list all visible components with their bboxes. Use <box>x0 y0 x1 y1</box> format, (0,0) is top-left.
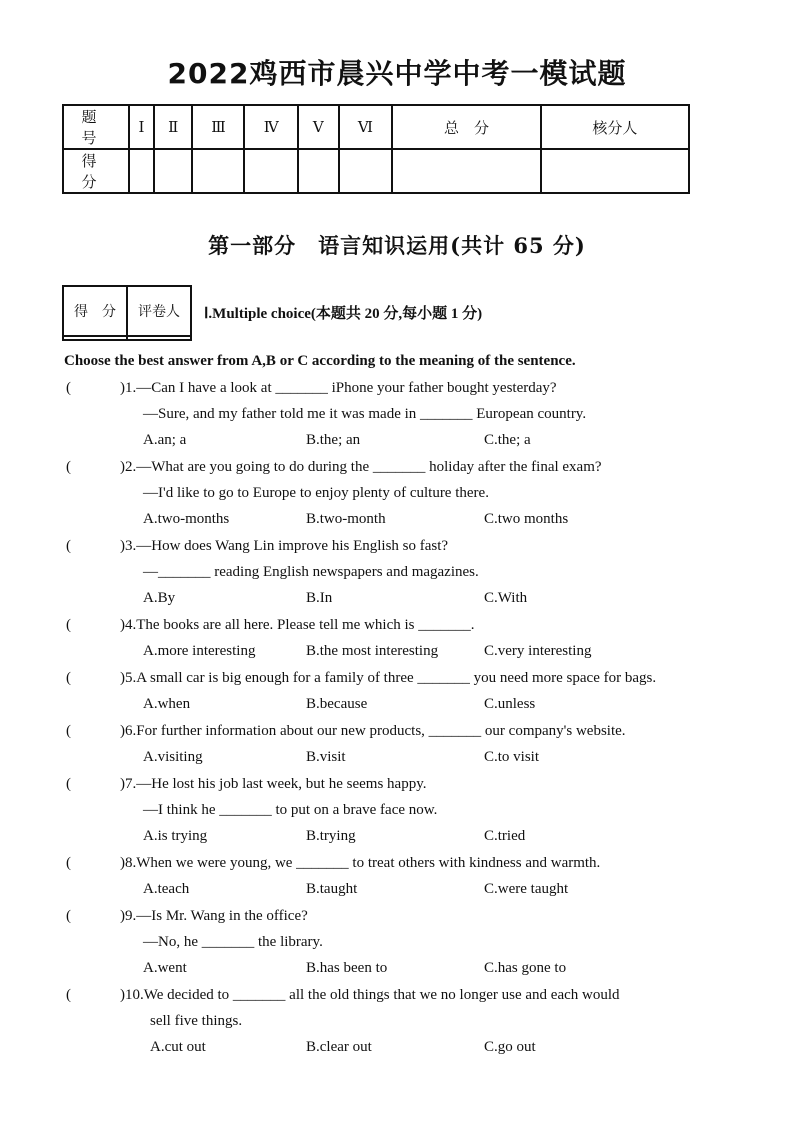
instruction: Choose the best answer from A,B or C according to the meaning of the sentence. <box>64 353 576 369</box>
question-line: —No, he _______ the library. <box>143 934 323 950</box>
question-stem: )6.For further information about our new products, _______ our company's website. <box>120 723 626 739</box>
grader-reviewer-cell[interactable] <box>127 336 191 341</box>
option-c[interactable]: C.has gone to <box>484 960 567 976</box>
option-a[interactable]: A.By <box>143 590 176 606</box>
option-b[interactable]: B.two-month <box>306 511 386 527</box>
question-line: sell five things. <box>150 1013 243 1029</box>
answer-bracket[interactable]: ( <box>66 723 71 739</box>
option-b[interactable]: B.the most interesting <box>306 643 439 659</box>
option-c[interactable]: C.tried <box>484 828 526 844</box>
question-line: —I'd like to go to Europe to enjoy plenty of culture there. <box>143 485 489 501</box>
score-input-cell[interactable] <box>541 149 689 193</box>
question-line: —Sure, and my father told me it was made in _______ European country. <box>143 406 587 422</box>
grader-reviewer-label: 评卷人 <box>127 286 191 336</box>
answer-bracket[interactable]: ( <box>66 380 71 396</box>
option-a[interactable]: A.two-months <box>143 511 230 527</box>
score-header-cell: Ⅳ <box>244 105 298 149</box>
option-b[interactable]: B.visit <box>306 749 346 765</box>
option-b[interactable]: B.the; an <box>306 432 361 448</box>
option-c[interactable]: C.were taught <box>484 881 569 897</box>
question-stem: )5.A small car is big enough for a family of three _______ you need more space for bags. <box>120 670 657 686</box>
option-b[interactable]: B.trying <box>306 828 356 844</box>
option-a[interactable]: A.when <box>143 696 191 712</box>
exam-title: 2022鸡西市晨兴中学中考一模试题 <box>167 57 627 90</box>
option-a[interactable]: A.visiting <box>143 749 203 765</box>
question-stem: )4.The books are all here. Please tell me which is _______. <box>120 617 475 633</box>
score-header-cell: Ⅰ <box>129 105 154 149</box>
question-stem: )9.—Is Mr. Wang in the office? <box>120 908 308 924</box>
option-a[interactable]: A.went <box>143 960 187 976</box>
question-stem: )8.When we were young, we _______ to treat others with kindness and warmth. <box>120 855 601 871</box>
grader-score-label: 得 分 <box>63 286 127 336</box>
answer-bracket[interactable]: ( <box>66 459 71 475</box>
section-title: Ⅰ.Multiple choice(本题共 20 分,每小题 1 分) <box>204 306 483 322</box>
answer-bracket[interactable]: ( <box>66 855 71 871</box>
score-table <box>62 104 690 194</box>
score-input-cell[interactable] <box>244 149 298 193</box>
question-line: —_______ reading English newspapers and magazines. <box>143 564 479 580</box>
grader-table <box>62 285 192 341</box>
option-a[interactable]: A.an; a <box>143 432 187 448</box>
option-c[interactable]: C.With <box>484 590 528 606</box>
question-stem: )7.—He lost his job last week, but he seems happy. <box>120 776 427 792</box>
score-header-cell: Ⅱ <box>154 105 192 149</box>
grader-score-cell[interactable] <box>63 336 127 341</box>
option-b[interactable]: B.clear out <box>306 1039 372 1055</box>
score-table-header-row <box>63 105 689 149</box>
question-stem: )3.—How does Wang Lin improve his English so fast? <box>120 538 449 554</box>
question-line: —I think he _______ to put on a brave face now. <box>143 802 438 818</box>
option-c[interactable]: C.two months <box>484 511 569 527</box>
option-a[interactable]: A.cut out <box>150 1039 206 1055</box>
score-row-label: 得 分 <box>63 149 129 193</box>
answer-bracket[interactable]: ( <box>66 670 71 686</box>
option-b[interactable]: B.has been to <box>306 960 388 976</box>
answer-bracket[interactable]: ( <box>66 617 71 633</box>
question-stem: )10.We decided to _______ all the old things that we no longer use and each would <box>120 987 620 1003</box>
question-stem: )1.—Can I have a look at _______ iPhone your father bought yesterday? <box>120 380 557 396</box>
score-table-score-row <box>63 149 689 193</box>
score-header-cell: Ⅴ <box>298 105 339 149</box>
option-b[interactable]: B.In <box>306 590 333 606</box>
option-a[interactable]: A.is trying <box>143 828 208 844</box>
option-a[interactable]: A.more interesting <box>143 643 256 659</box>
answer-bracket[interactable]: ( <box>66 538 71 554</box>
option-a[interactable]: A.teach <box>143 881 190 897</box>
option-c[interactable]: C.the; a <box>484 432 531 448</box>
option-b[interactable]: B.taught <box>306 881 358 897</box>
question-stem: )2.—What are you going to do during the _______ holiday after the final exam? <box>120 459 602 475</box>
score-input-cell[interactable] <box>192 149 244 193</box>
option-c[interactable]: C.very interesting <box>484 643 592 659</box>
option-c[interactable]: C.unless <box>484 696 536 712</box>
answer-bracket[interactable]: ( <box>66 776 71 792</box>
score-header-cell: 核分人 <box>541 105 689 149</box>
score-input-cell[interactable] <box>154 149 192 193</box>
score-input-cell[interactable] <box>298 149 339 193</box>
option-c[interactable]: C.go out <box>484 1039 536 1055</box>
score-header-cell: Ⅵ <box>339 105 393 149</box>
score-input-cell[interactable] <box>339 149 393 193</box>
answer-bracket[interactable]: ( <box>66 908 71 924</box>
answer-bracket[interactable]: ( <box>66 987 71 1003</box>
option-c[interactable]: C.to visit <box>484 749 540 765</box>
score-header-cell: 总 分 <box>392 105 540 149</box>
score-input-cell[interactable] <box>392 149 540 193</box>
option-b[interactable]: B.because <box>306 696 368 712</box>
score-header-cell: 题 号 <box>63 105 129 149</box>
score-header-cell: Ⅲ <box>192 105 244 149</box>
part-title: 第一部分 语言知识运用(共计 65 分) <box>208 233 586 258</box>
